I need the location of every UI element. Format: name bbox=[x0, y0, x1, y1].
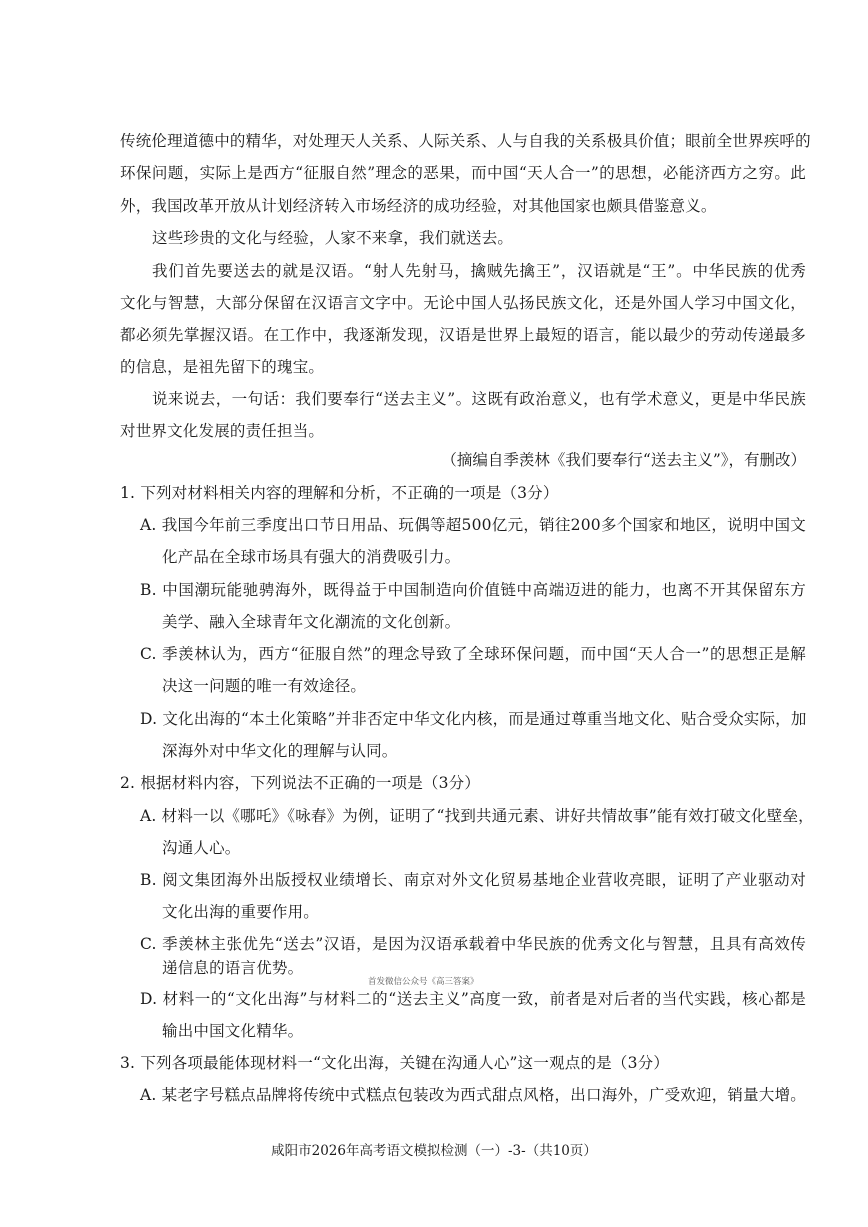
passage-line-3: 外，我国改革开放从计划经济转入市场经济的成功经验，对其他国家也颇具借鉴意义。 bbox=[120, 197, 717, 215]
passage-line-4: 这些珍贵的文化与经验，人家不来拿，我们就送去。 bbox=[152, 229, 514, 247]
watermark-text: 首发微信公众号《高三答案》 bbox=[368, 977, 479, 987]
question-1-option-b-line-1: B. 中国潮玩能驰骋海外，既得益于中国制造向价值链中高端迈进的能力，也离不开其保留东方 bbox=[140, 581, 806, 599]
passage-line-1: 传统伦理道德中的精华，对处理天人关系、人际关系、人与自我的关系极具价值；眼前全世界疾呼的 bbox=[120, 132, 811, 150]
question-3-stem: 3. 下列各项最能体现材料一“文化出海，关键在沟通人心”这一观点的是（3分） bbox=[120, 1054, 670, 1072]
passage-line-5: 我们首先要送去的就是汉语。“射人先射马，擒贼先擒王”，汉语就是“王”。中华民族的优秀 bbox=[152, 262, 806, 280]
question-1-option-d-line-1: D. 文化出海的“本土化策略”并非否定中华文化内核，而是通过尊重当地文化、贴合受众实际，加 bbox=[140, 710, 807, 728]
page-footer: 咸阳市2026年高考语文模拟检测（一）-3-（共10页） bbox=[271, 1143, 597, 1159]
question-2-option-d-line-2: 输出中国文化精华。 bbox=[162, 1022, 304, 1040]
passage-line-6: 文化与智慧，大部分保留在汉语言文字中。无论中国人弘扬民族文化，还是外国人学习中国文化， bbox=[120, 294, 806, 312]
question-1-option-c-line-2: 决这一问题的唯一有效途径。 bbox=[162, 677, 367, 695]
question-1-option-a-line-1: A. 我国今年前三季度出口节日用品、玩偶等超500亿元，销往200多个国家和地区，说明中国文 bbox=[140, 516, 806, 534]
question-2-option-b-line-1: B. 阅文集团海外出版授权业绩增长、南京对外文化贸易基地企业营收亮眼，证明了产业驱动对 bbox=[140, 871, 806, 889]
question-2-stem: 2. 根据材料内容，下列说法不正确的一项是（3分） bbox=[120, 774, 481, 792]
question-2-option-d-line-1: D. 材料一的“文化出海”与材料二的“送去主义”高度一致，前者是对后者的当代实践，核心都是 bbox=[140, 990, 806, 1008]
question-2-option-c-line-2: 递信息的语言优势。 bbox=[162, 959, 304, 977]
passage-line-2: 环保问题，实际上是西方“征服自然”理念的恶果，而中国“天人合一”的思想，必能济西方之穷。此 bbox=[120, 164, 806, 182]
passage-source: （摘编自季羡林《我们要奉行“送去主义”》，有删改） bbox=[441, 451, 806, 469]
question-1-option-b-line-2: 美学、融入全球青年文化潮流的文化创新。 bbox=[162, 613, 461, 631]
passage-line-7: 都必须先掌握汉语。在工作中，我逐渐发现，汉语是世界上最短的语言，能以最少的劳动传递最多 bbox=[120, 326, 806, 344]
question-1-option-c-line-1: C. 季羡林认为，西方“征服自然”的理念导致了全球环保问题，而中国“天人合一”的思想正是解 bbox=[140, 645, 806, 663]
question-1-stem: 1. 下列对材料相关内容的理解和分析，不正确的一项是（3分） bbox=[120, 484, 559, 502]
question-1-option-a-line-2: 化产品在全球市场具有强大的消费吸引力。 bbox=[162, 548, 461, 566]
passage-line-10: 对世界文化发展的责任担当。 bbox=[120, 422, 325, 440]
passage-line-9: 说来说去，一句话：我们要奉行“送去主义”。这既有政治意义，也有学术意义，更是中华民族 bbox=[152, 390, 806, 408]
question-2-option-b-line-2: 文化出海的重要作用。 bbox=[162, 903, 320, 921]
question-2-option-a-line-2: 沟通人心。 bbox=[162, 839, 241, 857]
question-2-option-a-line-1: A. 材料一以《哪吒》《咏春》为例，证明了“找到共通元素、讲好共情故事”能有效打破文化壁垒， bbox=[140, 807, 814, 825]
question-2-option-c-line-1: C. 季羡林主张优先“送去”汉语，是因为汉语承载着中华民族的优秀文化与智慧，且具有高效传 bbox=[140, 935, 806, 953]
question-1-option-d-line-2: 深海外对中华文化的理解与认同。 bbox=[162, 742, 398, 760]
passage-line-8: 的信息，是祖先留下的瑰宝。 bbox=[120, 358, 325, 376]
question-3-option-a-line-1: A. 某老字号糕点品牌将传统中式糕点包装改为西式甜点风格，出口海外，广受欢迎，销量大增。 bbox=[140, 1086, 806, 1104]
